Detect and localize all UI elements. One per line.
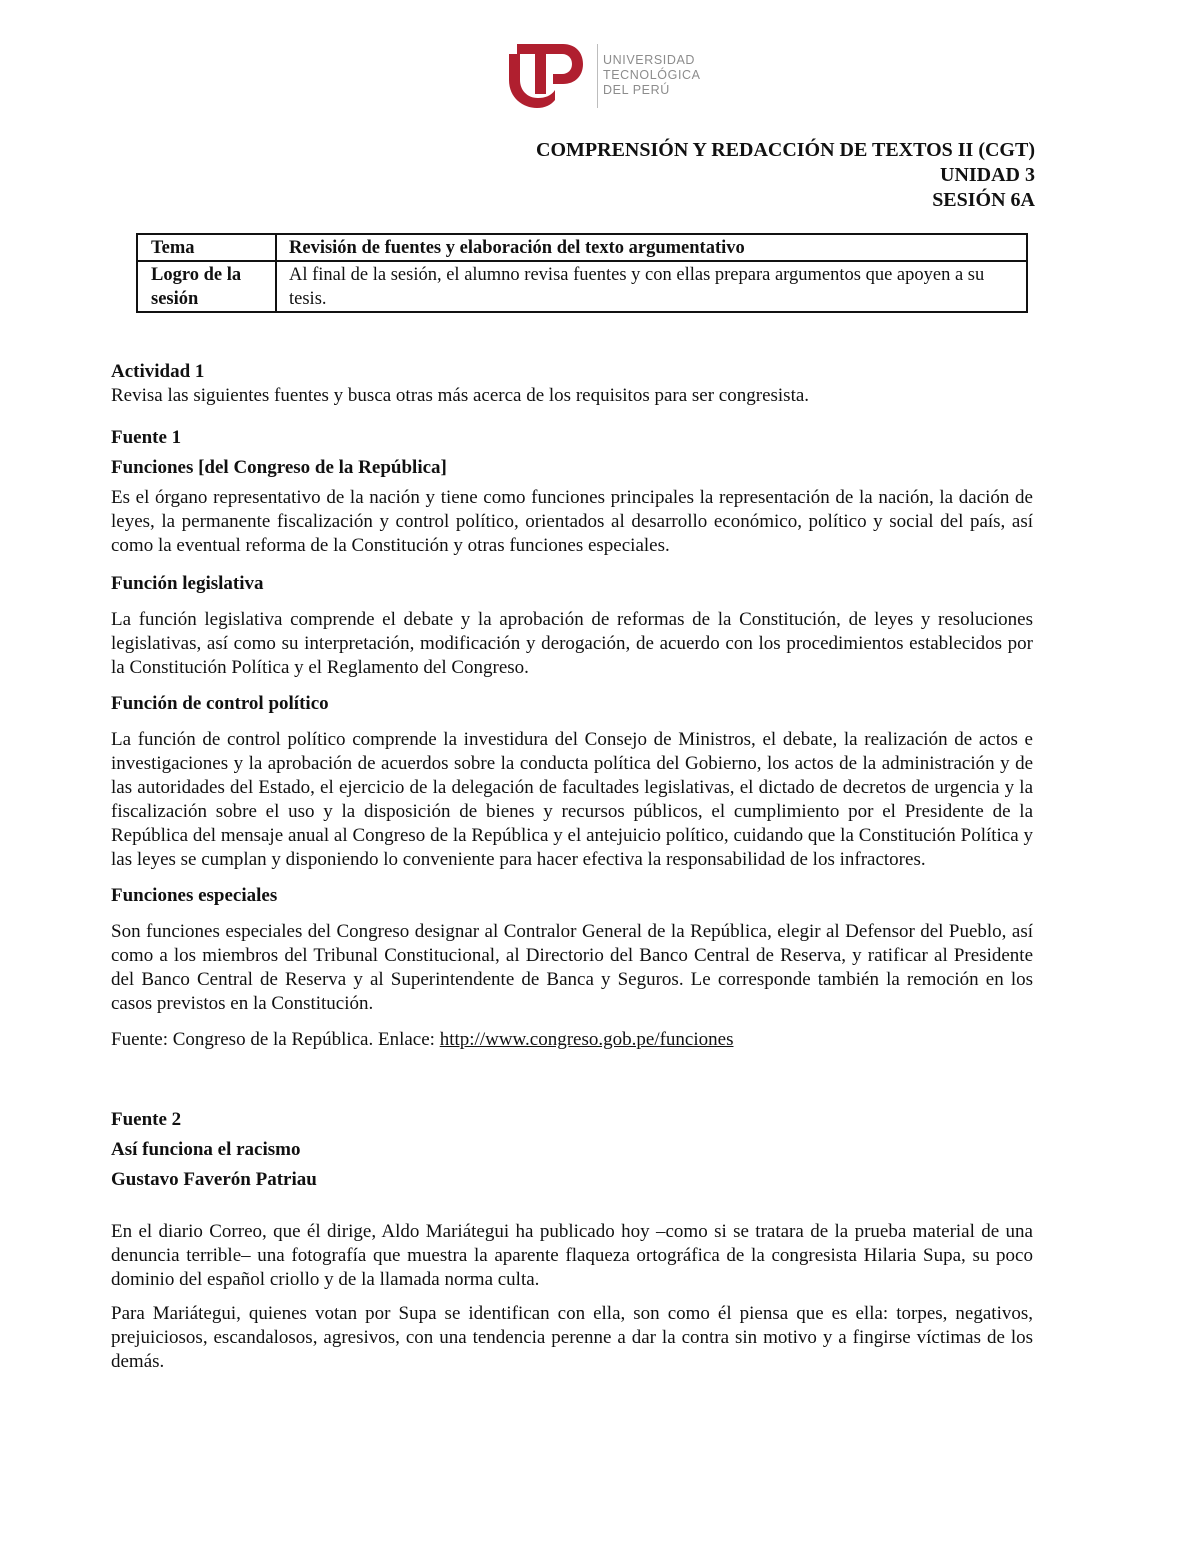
activity-text: Revisa las siguientes fuentes y busca otras más acerca de los requisitos para ser congresista. bbox=[111, 385, 810, 406]
topic-value: Revisión de fuentes y elaboración del texto argumentativo bbox=[276, 234, 1027, 261]
source1-citation bbox=[111, 1028, 1033, 1052]
utp-logo-mark-icon bbox=[505, 40, 585, 110]
logo-wordmark bbox=[603, 53, 701, 98]
legislative-text: La función legislativa comprende el debate y la aprobación de reformas de la Constitución, de leyes y resoluciones legislativas, así como su interpretación, modificación y derogación, de acuerdo con los procedimientos establecidos por la Constitución Política y el Reglamento del Congreso. bbox=[111, 609, 1033, 678]
special-text: Son funciones especiales del Congreso designar al Contralor General de la República, elegir al Defensor del Pueblo, así como a los miembros del Tribunal Constitucional, al Directorio del Banco Central de Reserva, y ratificar al Presidente del Banco Central de Reserva y al Superintendente de Banca y Seguros. Le corresponde también la remoción en los casos previstos en la Constitución. bbox=[111, 921, 1033, 1014]
legislative-heading: Función legislativa bbox=[111, 573, 264, 594]
control-text: La función de control político comprende la investidura del Consejo de Ministros, el debate, la realización de actos e investigaciones y la aprobación de acuerdos sobre la conducta política del Gobierno, los actos de la administración y de las autoridades del Estado, el ejercicio de la delegación de facultades legislativas, el dictado de decretos de urgencia y la fiscalización sobre el uso y la disposición de bienes y recursos públicos, el cumplimiento por el Presidente de la República del mensaje anual al Congreso de la República y el antejuicio político, cuidando que la Constitución Política y las leyes se cumplan y disponiendo lo conveniente para hacer efectiva la responsabilidad de los infractores. bbox=[111, 729, 1033, 870]
source2-title: Así funciona el racismo bbox=[111, 1139, 301, 1160]
source2-paragraph-2: Para Mariátegui, quienes votan por Supa se identifican con ella, son como él piensa que es ella: torpes, negativos, prejuiciosos, escandalosos, agresivos, con una tendencia perenne a dar la contra sin motivo y a fingirse víctimas de los demás. bbox=[111, 1303, 1033, 1372]
citation-prefix: Fuente: Congreso de la República. Enlace: bbox=[111, 1029, 440, 1050]
logo-divider bbox=[597, 44, 598, 108]
goal-value: Al final de la sesión, el alumno revisa fuentes y con ellas prepara argumentos que apoyen a su tesis. bbox=[276, 261, 1027, 312]
unit-label: UNIDAD 3 bbox=[940, 164, 1035, 186]
source2-label: Fuente 2 bbox=[111, 1109, 182, 1130]
activity-title: Actividad 1 bbox=[111, 361, 205, 382]
document-body bbox=[111, 360, 1033, 1374]
special-heading: Funciones especiales bbox=[111, 885, 278, 906]
session-label: SESIÓN 6A bbox=[932, 189, 1035, 211]
congreso-link[interactable]: http://www.congreso.gob.pe/funciones bbox=[439, 1029, 734, 1050]
source2-paragraph-1: En el diario Correo, que él dirige, Aldo Mariátegui ha publicado hoy –como si se tratara de la prueba material de una denuncia terrible– una fotografía que muestra la aparente flaqueza ortográfica de la congresista Hilaria Supa, su poco dominio del español criollo y de la llamada norma culta. bbox=[111, 1221, 1033, 1290]
control-heading: Función de control político bbox=[111, 693, 329, 714]
logo-line-2: TECNOLÓGICA bbox=[603, 68, 701, 82]
course-title: COMPRENSIÓN Y REDACCIÓN DE TEXTOS II (CGT) bbox=[536, 139, 1035, 161]
source1-title: Funciones [del Congreso de la República] bbox=[111, 457, 447, 478]
source1-label: Fuente 1 bbox=[111, 427, 182, 448]
source2-author: Gustavo Faverón Patriau bbox=[111, 1169, 317, 1190]
logo-line-1: UNIVERSIDAD bbox=[603, 53, 696, 67]
goal-label: Logro de la sesión bbox=[137, 261, 276, 312]
course-header bbox=[536, 138, 1035, 213]
source1-intro: Es el órgano representativo de la nación y tiene como funciones principales la representación de la nación, la dación de leyes, la permanente fiscalización y control político, orientados al desarrollo económico, político y social del país, así como la eventual reforma de la Constitución y otras funciones especiales. bbox=[111, 487, 1033, 556]
session-table bbox=[136, 233, 1028, 313]
logo-line-3: DEL PERÚ bbox=[603, 83, 670, 97]
topic-label: Tema bbox=[137, 234, 276, 261]
utp-logo bbox=[505, 40, 725, 112]
table-row bbox=[137, 261, 1027, 312]
table-row bbox=[137, 234, 1027, 261]
